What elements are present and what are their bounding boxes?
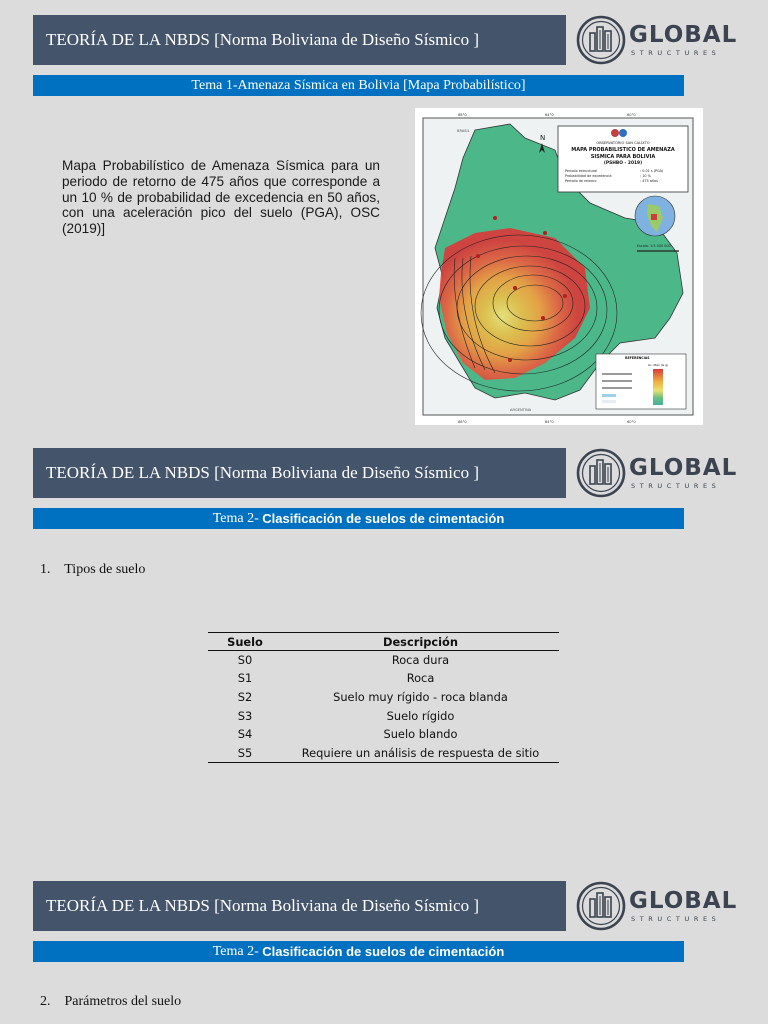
global-structures-logo (575, 448, 747, 498)
soil-code: S0 (237, 653, 253, 668)
column-header-descripcion: Descripción (282, 633, 559, 651)
map-scale: Escala: 1:5 000 000 (637, 244, 671, 248)
topic-bold: Clasificación de suelos de cimentación (262, 511, 505, 526)
soil-code: S1 (237, 671, 253, 686)
item-label: Parámetros del suelo (64, 994, 182, 1009)
logo-wordmark: GLOBAL (629, 21, 738, 48)
soil-code: S2 (237, 689, 253, 704)
slide-title: TEORÍA DE LA NBDS [Norma Boliviana de Diseño Sísmico ] (33, 448, 566, 498)
lon-label-1: 68°0 (458, 113, 467, 117)
topic-banner-1 (33, 75, 684, 96)
legend-title: REFERENCIAS (625, 356, 650, 360)
topic-bold: Clasificación de suelos de cimentación (262, 944, 505, 959)
building-logo-icon (575, 14, 627, 66)
map-title-line1: MAPA PROBABILISTICO DE AMENAZA (571, 147, 675, 153)
legend-units: Ac. Máx (G g) (648, 363, 669, 367)
soil-description: Suelo muy rígido - roca blanda (333, 689, 508, 704)
column-header-suelo: Suelo (208, 633, 282, 651)
map-title-line2: SISMICA PARA BOLIVIA (590, 154, 656, 160)
list-item-parametros-del-suelo (40, 994, 181, 1010)
soil-description: Requiere un análisis de respuesta de sitio (282, 743, 559, 762)
map-description: Mapa Probabilístico de Amenaza Sísmica para un periodo de retorno de 475 años que corresponde a un 10 % de probabilidad de excedencia en 50 años, con una aceleración pico del suelo (PGA), OSC (2019)] (62, 158, 380, 237)
logo-subtitle: STRUCTURES (631, 914, 721, 923)
table-header-row (208, 633, 559, 651)
logo-subtitle: STRUCTURES (631, 481, 721, 490)
north-arrow-icon: N (540, 134, 546, 142)
slide-title: TEORÍA DE LA NBDS [Norma Boliviana de Diseño Sísmico ] (33, 15, 566, 65)
map-row3-label: Periodo de retorno (565, 179, 597, 183)
table-row (208, 688, 559, 707)
soil-types-table (208, 632, 559, 763)
building-logo-icon (575, 447, 627, 499)
country-label-brasil: BRASIL (457, 129, 470, 133)
seismic-hazard-map (415, 108, 703, 425)
topic-label: Tema 1-Amenaza Sísmica en Bolivia [Mapa Probabilístico] (191, 77, 526, 93)
map-row1-value: : 0.01 s (PGA) (640, 169, 664, 173)
logo-subtitle: STRUCTURES (631, 48, 721, 57)
map-row2-value: : 10 % (640, 174, 651, 178)
soil-description: Suelo rígido (386, 708, 455, 723)
lon-label-2: 64°0 (545, 113, 554, 117)
lon-label-3: 60°0 (627, 113, 636, 117)
lon-label-2-bottom: 64°0 (545, 420, 554, 424)
map-row2-label: Probabilidad de excedencia (565, 174, 612, 178)
item-label: Tipos de suelo (64, 562, 146, 577)
table-row (208, 743, 559, 762)
building-logo-icon (575, 880, 627, 932)
soil-code: S4 (237, 727, 253, 742)
soil-description: Suelo blando (383, 727, 458, 742)
lon-label-1-bottom: 68°0 (458, 420, 467, 424)
map-org: OBSERVATORIO SAN CALIXTO (596, 141, 650, 145)
table-row (208, 669, 559, 688)
soil-code: S5 (208, 743, 282, 762)
logo-wordmark: GLOBAL (629, 454, 738, 481)
logo-wordmark: GLOBAL (629, 887, 738, 914)
topic-prefix: Tema 2- (212, 943, 263, 959)
slide-title: TEORÍA DE LA NBDS [Norma Boliviana de Diseño Sísmico ] (33, 881, 566, 931)
table-row (208, 706, 559, 725)
table-row (208, 725, 559, 744)
list-item-tipos-de-suelo (40, 562, 145, 578)
soil-description: Roca dura (391, 653, 450, 668)
item-number: 1. (40, 562, 51, 577)
soil-code: S3 (237, 708, 253, 723)
country-label-argentina: ARGENTINA (510, 408, 532, 412)
topic-banner-2 (33, 508, 684, 529)
topic-banner-3 (33, 941, 684, 962)
global-structures-logo (575, 15, 747, 65)
lon-label-3-bottom: 60°0 (627, 420, 636, 424)
map-row1-label: Periodo estructural (565, 169, 598, 173)
bolivia-map-figure (415, 108, 703, 425)
global-structures-logo (575, 881, 747, 931)
soil-description: Roca (406, 671, 435, 686)
table-row (208, 651, 559, 670)
map-row3-value: : 475 años (640, 179, 658, 183)
item-number: 2. (40, 994, 51, 1009)
topic-prefix: Tema 2- (212, 510, 263, 526)
map-title-line3: (PSHBO - 2019) (603, 161, 643, 166)
